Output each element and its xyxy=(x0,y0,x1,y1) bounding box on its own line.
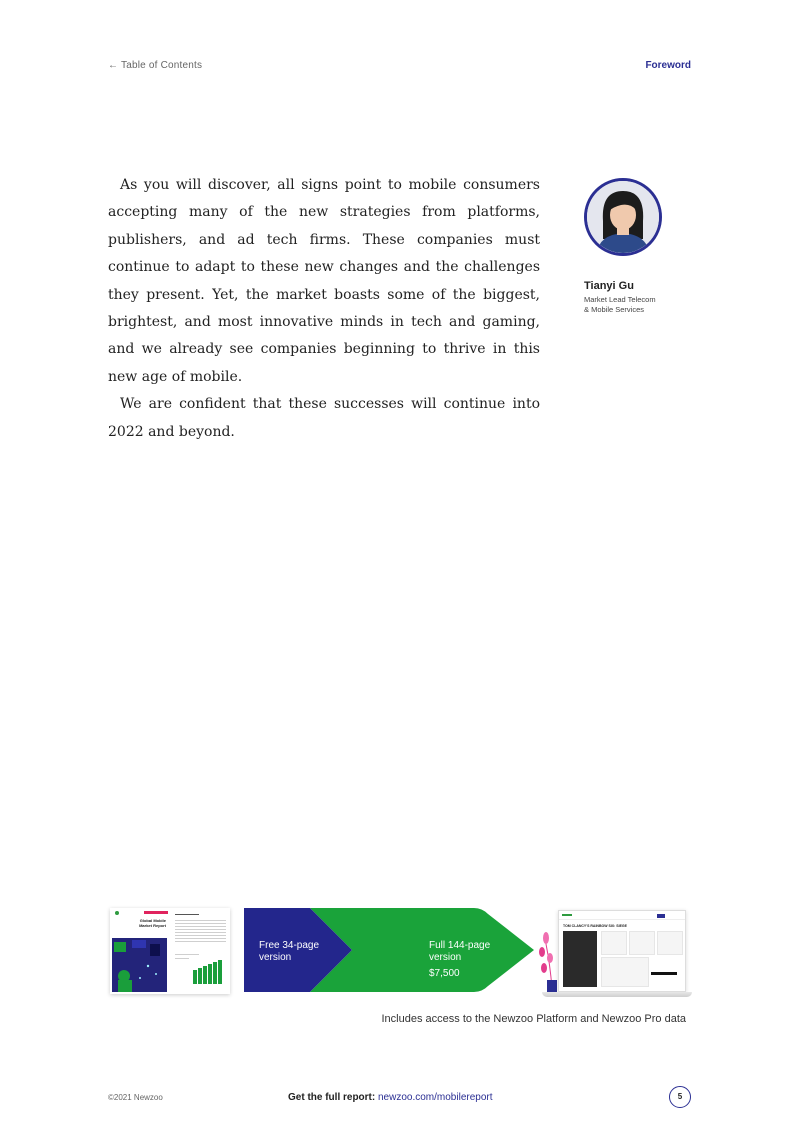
laptop-base xyxy=(542,992,692,997)
free-version-option[interactable]: Free 34-page version xyxy=(259,940,320,963)
screen-game-image xyxy=(563,931,597,987)
cover-title: Global Mobile Market Report xyxy=(139,918,166,928)
foreword-body xyxy=(108,172,540,446)
author-role xyxy=(584,295,704,315)
author-name: Tianyi Gu xyxy=(584,280,634,292)
author-role-line-2: & Mobile Services xyxy=(584,305,645,314)
screen-card xyxy=(629,931,655,955)
screen-headline: TOM CLANCY'S RAINBOW SIX: SIEGE xyxy=(563,924,627,928)
author-role-line-1: Market Lead Telecom xyxy=(584,295,656,304)
author-avatar xyxy=(584,178,662,256)
screen-button xyxy=(651,972,677,975)
screen-nav xyxy=(559,911,685,920)
report-cover-thumbnail[interactable] xyxy=(110,908,230,994)
laptop-screen xyxy=(558,910,686,992)
full-version-label: Full 144-page version xyxy=(429,940,491,963)
paragraph-2: We are confident that these successes will continue into 2022 and beyond. xyxy=(108,396,540,440)
section-title: Foreword xyxy=(645,60,691,71)
screen-card xyxy=(601,957,649,987)
paragraph-1: As you will discover, all signs point to mobile consumers accepting many of the new strategies from platforms, publishers, and ad tech firms. These companies must continue to adapt to these new changes and the challenges they present. Yet, the market boasts some of the biggest, brightest, and most innovative minds in tech and gaming, and we already see companies beginning to thrive in this new age of mobile. xyxy=(108,177,540,385)
includes-note: Includes access to the Newzoo Platform and Newzoo Pro data xyxy=(381,1013,686,1025)
copyright: ©2021 Newzoo xyxy=(108,1093,163,1102)
page-footer xyxy=(108,1086,691,1110)
full-report-cta xyxy=(288,1092,493,1103)
cta-label: Get the full report: xyxy=(288,1092,378,1103)
report-link[interactable]: newzoo.com/mobilereport xyxy=(378,1092,493,1103)
newzoo-logo-icon xyxy=(115,911,119,915)
page-header xyxy=(108,60,691,74)
page-number: 5 xyxy=(669,1086,691,1108)
author-block xyxy=(584,178,704,315)
cover-illustration xyxy=(112,938,167,992)
cover-tag xyxy=(144,911,168,914)
screen-flag-icon xyxy=(657,914,665,918)
screen-card xyxy=(601,931,627,955)
table-of-contents-link[interactable]: ← Table of Contents xyxy=(108,60,203,71)
cover-inner-page xyxy=(171,908,230,994)
screen-card xyxy=(657,931,683,955)
platform-laptop-image xyxy=(538,906,694,1004)
full-version-option[interactable] xyxy=(429,940,519,980)
screen-logo-icon xyxy=(562,914,572,916)
full-version-price: $7,500 xyxy=(429,968,460,979)
cover-page xyxy=(110,908,169,994)
